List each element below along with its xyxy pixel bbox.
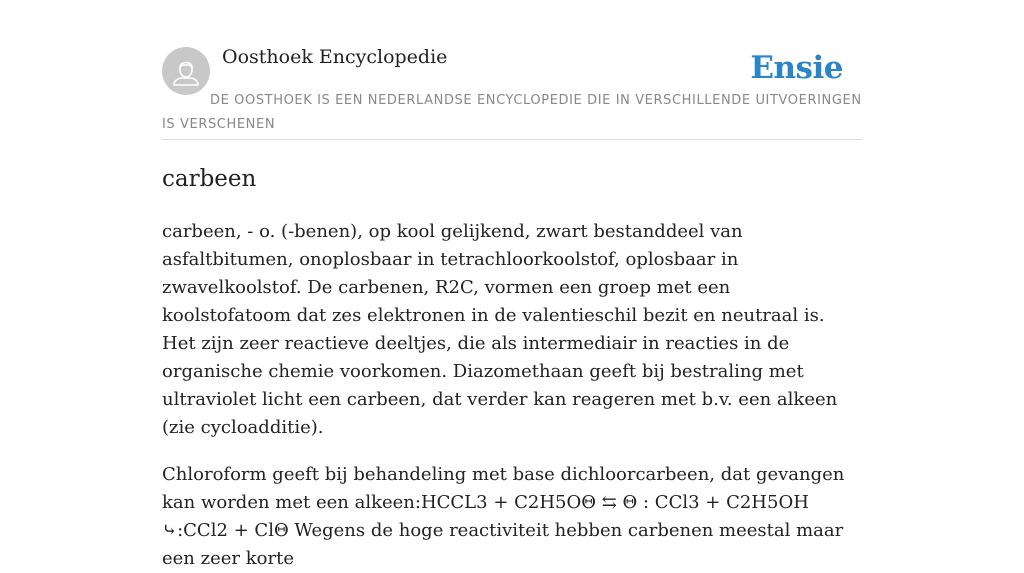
site-title[interactable]: Oosthoek Encyclopedie	[222, 46, 448, 68]
article-paragraph: carbeen, - o. (-benen), op kool gelijkend, zwart bestanddeel van asfaltbitumen, onoplosbaar in tetrachloorkoolstof, oplosbaar in zwavelkoolstof. De carbenen, R2C, vormen een groep met een koolstofatoom dat zes elektronen in de valentieschil bezit en neutraal is. Het zijn zeer reactieve deeltjes, die als intermediair in reacties in de organische chemie voorkomen. Diazomethaan geeft bij bestraling met ultraviolet licht een carbeen, dat verder kan reageren met b.v. een alkeen (zie cycloadditie).	[162, 221, 838, 438]
page	[162, 0, 862, 573]
user-icon	[162, 47, 210, 95]
article-paragraph: Chloroform geeft bij behandeling met base dichloorcarbeen, dat gevangen kan worden met een alkeen:HCCL3 + C2H5OΘ ⇆ Θ : CCl3 + C2H5OH ⤷:CCl2 + ClΘ Wegens de hoge reactiviteit hebben carbenen meestal maar een zeer korte	[162, 464, 845, 569]
brand-logo-link[interactable]: Ensie	[750, 50, 843, 86]
site-header	[162, 0, 862, 140]
avatar[interactable]	[162, 47, 210, 95]
page-title: carbeen	[162, 166, 257, 192]
site-tagline: DE OOSTHOEK IS EEN NEDERLANDSE ENCYCLOPEDIE DIE IN VERSCHILLENDE UITVOERINGEN IS VERSCHENEN	[162, 93, 862, 132]
article	[162, 164, 862, 573]
